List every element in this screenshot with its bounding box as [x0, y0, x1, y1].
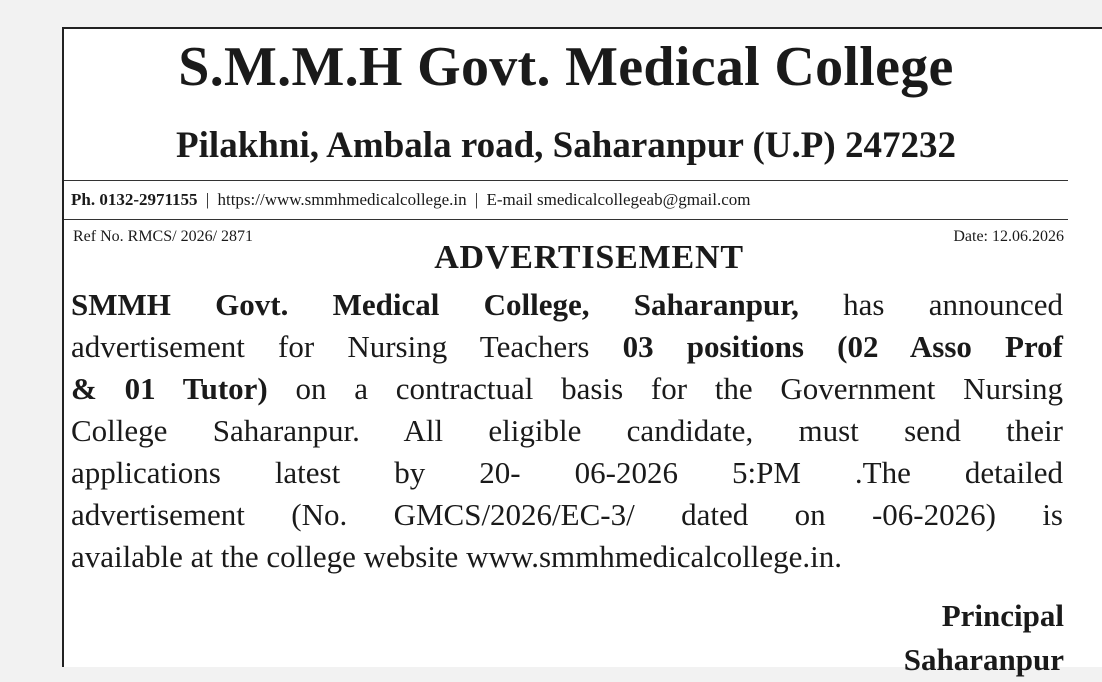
signatory-place: Saharanpur	[903, 642, 1064, 677]
contact-line	[71, 187, 1071, 213]
body-text: has announced	[798, 287, 1064, 322]
advertisement-heading: ADVERTISEMENT	[434, 239, 744, 276]
advertisement-body	[71, 284, 1063, 578]
body-line	[71, 368, 1063, 410]
body-text: advertisement for Nursing Teachers	[71, 329, 623, 364]
signatory-title: Principal	[941, 598, 1064, 633]
reference-number: Ref No. RMCS/ 2026/ 2871	[73, 228, 254, 245]
advertisement-notice	[62, 27, 1102, 677]
website-link[interactable]: https://www.smmhmedicalcollege.in	[217, 190, 467, 209]
separator: |	[474, 190, 479, 209]
notice-date: Date: 12.06.2026	[953, 228, 1064, 245]
positions-count: 03 positions (02 Asso Prof	[622, 329, 1064, 364]
college-address: Pilakhni, Ambala road, Saharanpur (U.P) 247232	[176, 125, 956, 166]
signature-block	[904, 594, 1064, 682]
college-name: S.M.M.H Govt. Medical College	[178, 36, 954, 98]
divider-top	[64, 180, 1068, 181]
body-line	[71, 284, 1063, 326]
phone-number: Ph. 0132-2971155	[71, 190, 198, 209]
body-line: available at the college website www.smmhmedicalcollege.in.	[71, 539, 842, 574]
body-line	[71, 326, 1063, 368]
divider-bottom	[64, 219, 1068, 220]
body-text: on a contractual basis for the Government Nursing	[267, 371, 1063, 406]
body-line: advertisement (No. GMCS/2026/EC-3/ dated on -06-2026) is	[71, 497, 1063, 532]
email-address[interactable]: E-mail smedicalcollegeab@gmail.com	[486, 190, 751, 209]
positions-detail: & 01 Tutor)	[71, 371, 268, 406]
body-line: College Saharanpur. All eligible candidate, must send their	[71, 413, 1063, 448]
separator: |	[205, 190, 210, 209]
college-name-inline: SMMH Govt. Medical College, Saharanpur,	[71, 287, 799, 322]
body-line: applications latest by 20- 06-2026 5:PM .The detailed	[71, 455, 1063, 490]
